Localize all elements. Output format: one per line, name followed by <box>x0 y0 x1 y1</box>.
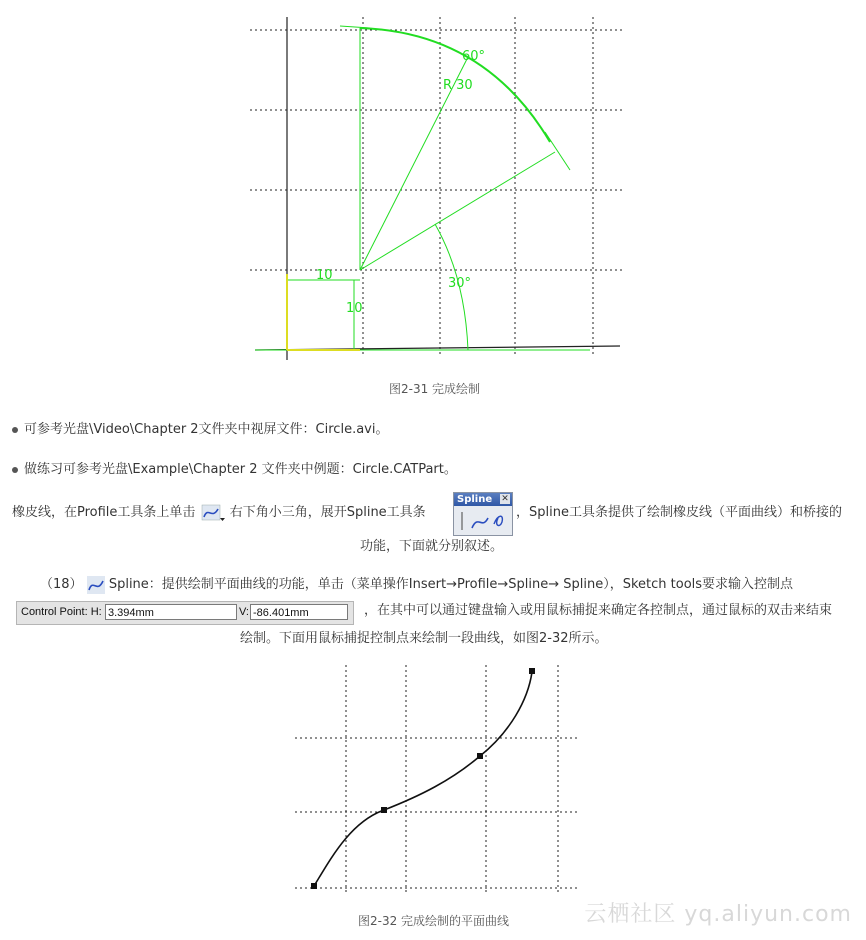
control-point-marker <box>311 883 317 889</box>
spline-toolbar-title-text: Spline <box>457 494 493 505</box>
control-points <box>311 668 535 889</box>
spline-description: Spline：提供绘制平面曲线的功能，单击（菜单操作Insert→Profile→Spline→ Spline），Sketch tools要求输入控制点 <box>108 577 794 592</box>
item-number: （18） <box>40 577 83 592</box>
control-point-label: Control Point: H: <box>21 606 102 618</box>
figure-2-32-spline <box>290 660 590 900</box>
paragraph-text-after-bar: ，在其中可以通过键盘输入或用鼠标捕捉来确定各控制点，通过鼠标的双击来结束 <box>364 603 833 618</box>
angle-60-label: 60° <box>462 49 486 64</box>
v-value-input[interactable]: -86.401mm <box>250 604 348 620</box>
paragraph-text-line3: 绘制。下面用鼠标捕捉控制点来绘制一段曲线，如图2-32所示。 <box>240 631 608 646</box>
bullet-video-text: 可参考光盘\Video\Chapter 2文件夹中视屏文件：Circle.avi。 <box>24 422 389 437</box>
dim-10-vertical: 10 <box>346 301 363 316</box>
spline-curve <box>314 672 532 886</box>
dim-10-horizontal: 10 <box>316 268 333 283</box>
paragraph-text-b: 右下角小三角，展开Spline工具条 <box>229 505 426 520</box>
radius-label: R 30 <box>443 78 473 93</box>
bullet-video <box>12 418 388 437</box>
control-point-marker <box>477 753 483 759</box>
figure-2-31-sketch <box>250 12 630 362</box>
bullet-dot-icon <box>12 467 18 473</box>
paragraph-text-a: 橡皮线，在Profile工具条上单击 <box>12 505 196 520</box>
angle-30-label: 30° <box>448 276 472 291</box>
control-point-marker <box>381 807 387 813</box>
bullet-example <box>12 458 457 477</box>
figure-2-32-caption: 图2-32 完成绘制的平面曲线 <box>358 914 510 928</box>
spline-icon[interactable] <box>87 576 105 594</box>
control-point-toolbar <box>16 601 354 625</box>
paragraph-spline-command <box>40 574 793 596</box>
grid-lines <box>250 17 625 357</box>
h-value-input[interactable]: 3.394mm <box>105 604 237 620</box>
grid-lines <box>295 665 580 895</box>
spline-toolbar[interactable] <box>453 492 513 536</box>
figure-2-31-caption: 图2-31 完成绘制 <box>389 382 481 396</box>
site-watermark: 云栖社区 yq.aliyun.com <box>584 902 852 927</box>
spline-profile-icon[interactable] <box>200 504 226 522</box>
paragraph-text-c: ，Spline工具条提供了绘制橡皮线（平面曲线）和桥接的 <box>516 505 842 520</box>
sketch-geometry <box>255 26 590 350</box>
paragraph-spline-intro <box>12 502 426 524</box>
paragraph-text-line2: 功能，下面就分别叙述。 <box>360 539 504 554</box>
spline-toolbar-title <box>454 493 512 506</box>
v-label: V: <box>239 606 249 618</box>
bullet-example-text: 做练习可参考光盘\Example\Chapter 2 文件夹中例题：Circle.CATPart。 <box>24 462 457 477</box>
control-point-marker <box>529 668 535 674</box>
bullet-dot-icon <box>12 427 18 433</box>
close-icon[interactable]: ✕ <box>501 494 509 504</box>
spline-tools-icons[interactable] <box>454 506 512 534</box>
